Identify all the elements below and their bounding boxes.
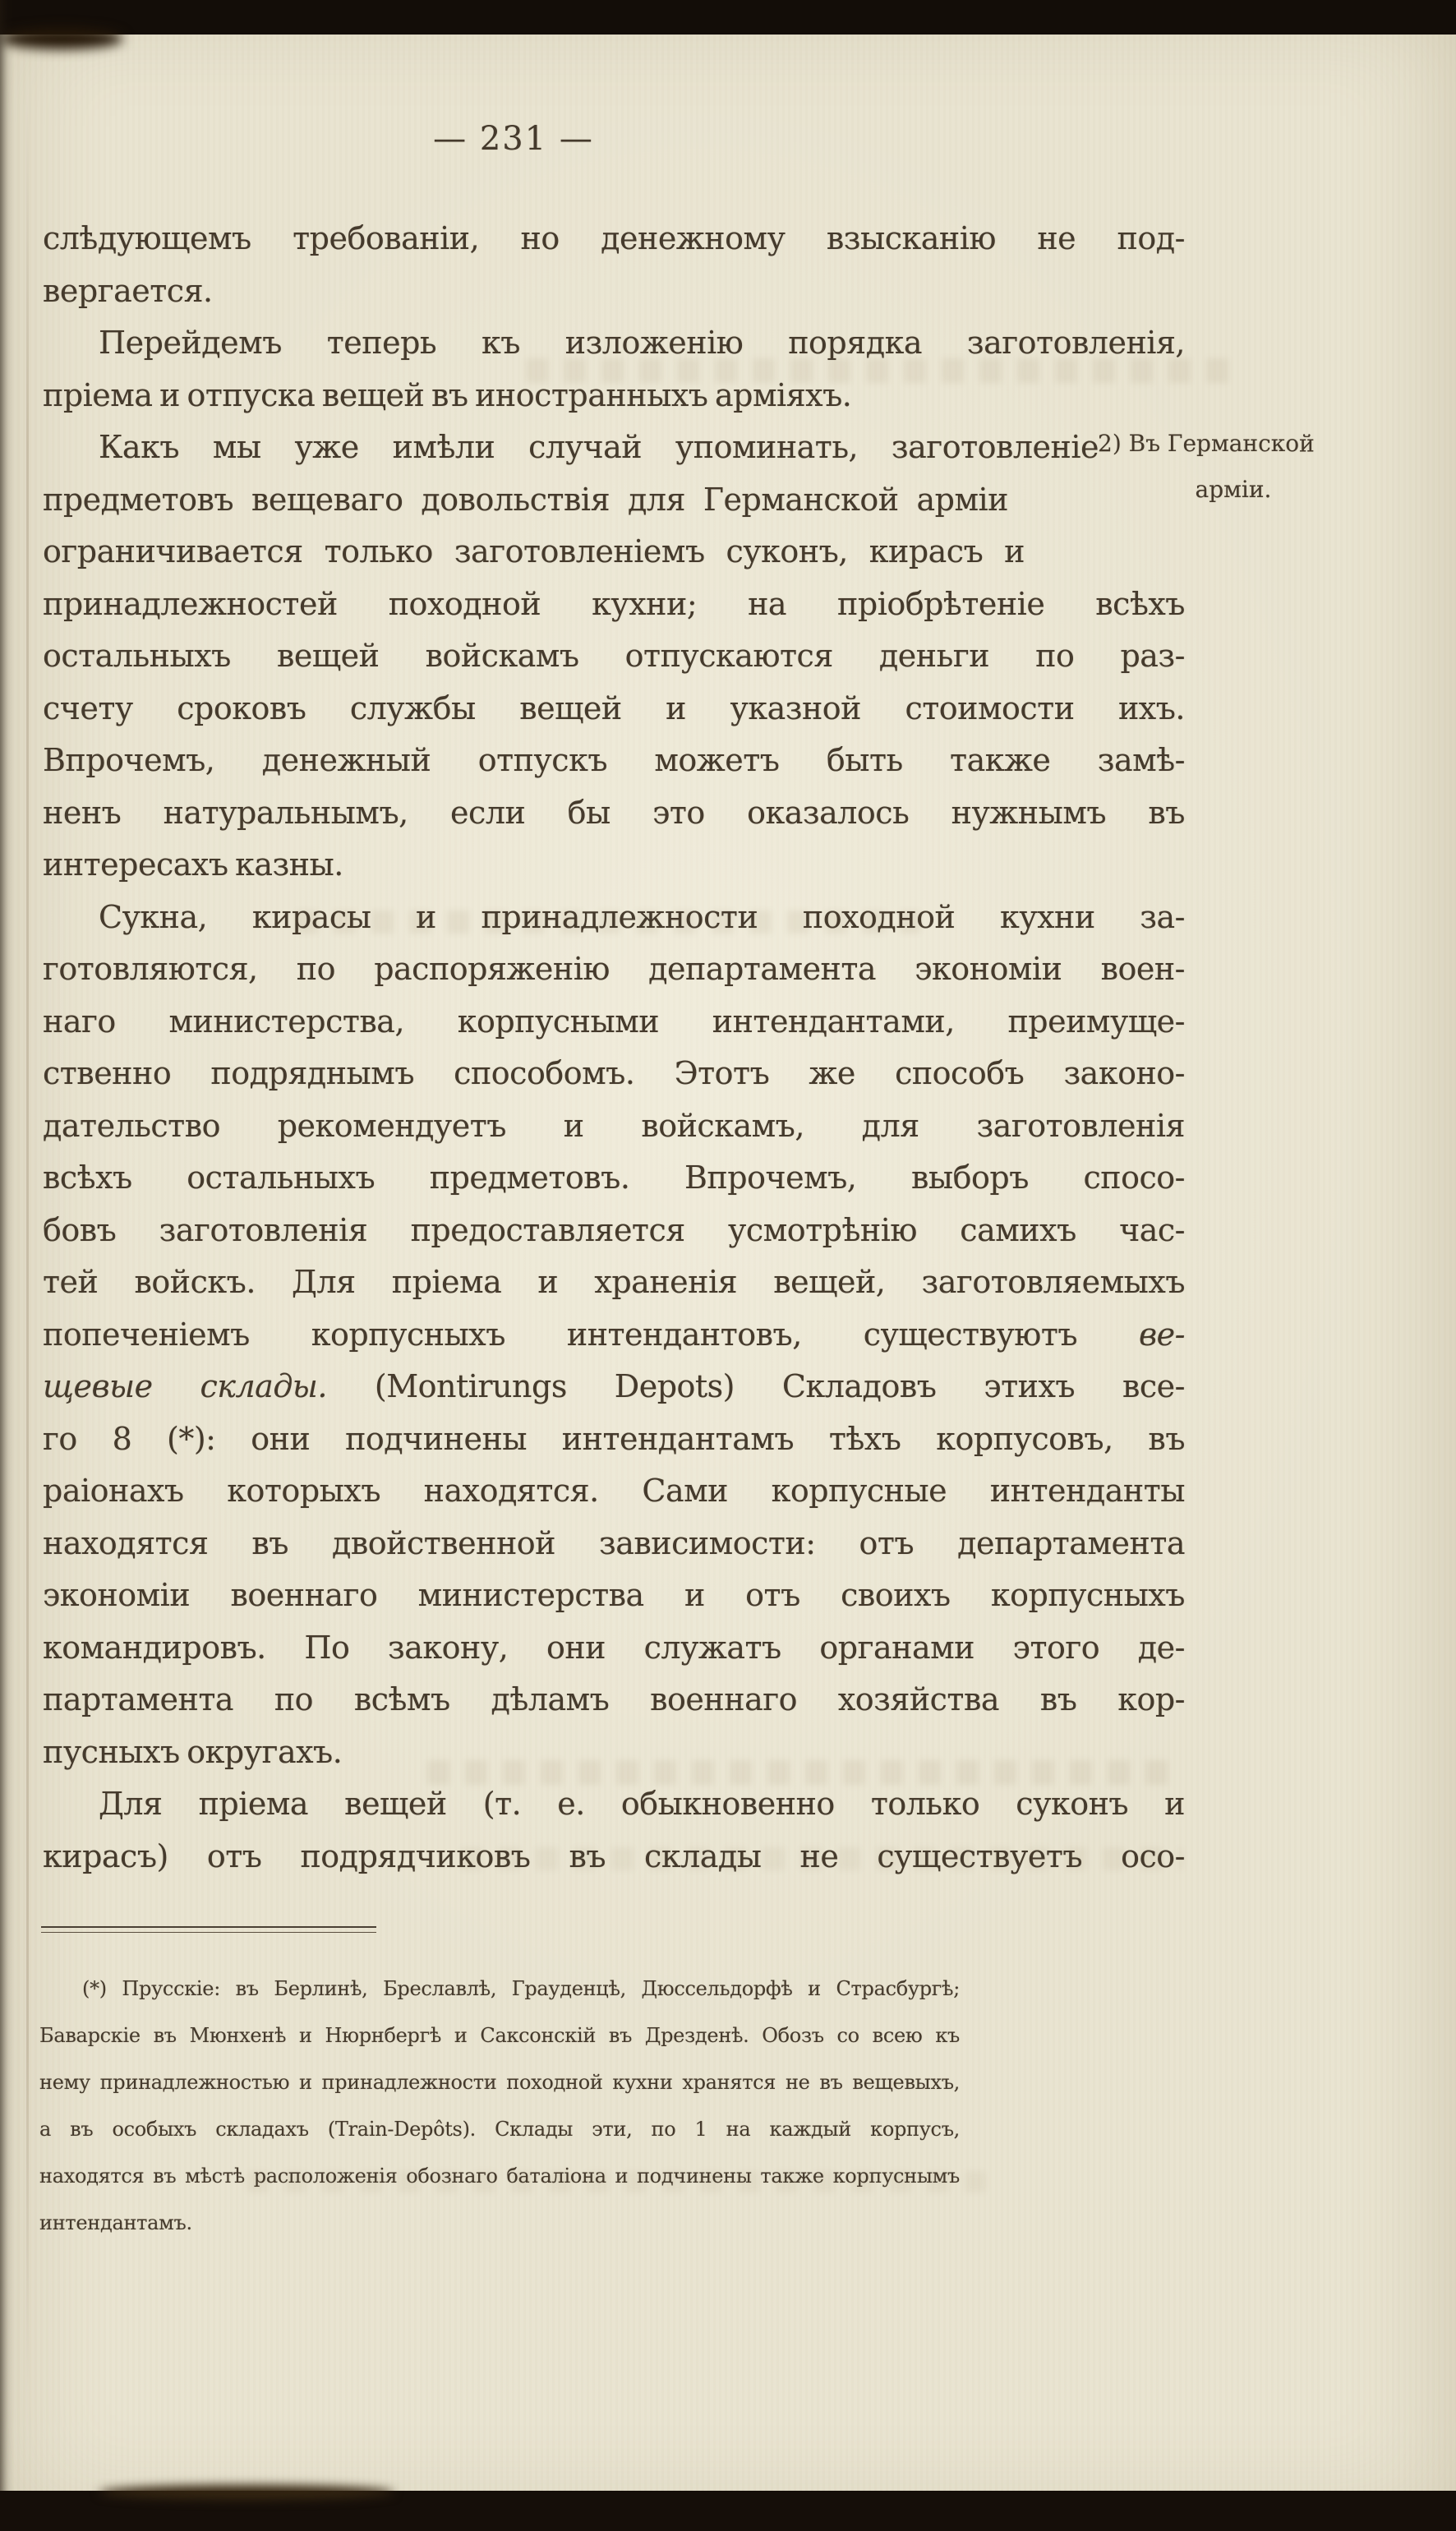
text-line [43,1831,1185,1883]
text-line [43,265,1185,318]
text-segment: партамента по всѣмъ дѣламъ военнаго хозяйства въ кор- [43,1681,1185,1717]
italic-text-segment: ве- [1139,1316,1185,1353]
text-line [43,474,1185,527]
text-line [43,1570,1185,1622]
text-segment: Впрочемъ, денежный отпускъ можетъ быть также замѣ- [43,742,1185,778]
footnote-text [39,1966,960,2247]
text-segment: Для пріема вещей (т. е. обыкновенно только суконъ и [99,1786,1185,1822]
margin-note-line: 2) Въ Германской [1098,430,1315,457]
text-segment: находятся въ двойственной зависимости: отъ департамента [43,1524,1185,1561]
text-line [43,1100,1185,1153]
text-line [43,317,1185,370]
text-line [39,2153,960,2200]
scan-artifact-bottom-left [99,2485,394,2500]
text-line [43,683,1185,735]
text-line [43,996,1185,1049]
text-line [43,1727,1185,1779]
text-line [43,630,1185,683]
footnote-separator [41,1926,376,1933]
text-line [43,1256,1185,1309]
text-segment: экономіи военнаго министерства и отъ своихъ корпусныхъ [43,1577,1185,1613]
text-segment: Какъ мы уже имѣли случай упоминать, заготовленіе [99,429,1099,465]
text-line [43,1309,1185,1362]
text-segment: Перейдемъ теперь къ изложенію порядка заготовленія, [99,325,1185,361]
text-segment: слѣдующемъ требованіи, но денежному взысканію не под- [43,220,1185,256]
text-segment: раіонахъ которыхъ находятся. Сами корпусные интенданты [43,1473,1185,1509]
text-segment: ограничивается только заготовленіемъ суконъ, кирасъ и [43,533,1025,569]
text-line [43,735,1185,787]
text-segment: интересахъ казны. [43,846,343,883]
page-number: — 231 — [433,120,594,158]
text-segment: ственно подряднымъ способомъ. Этотъ же способъ законо- [43,1055,1185,1091]
text-line [43,1413,1185,1466]
text-segment: предметовъ вещеваго довольствія для Германской арміи [43,481,1008,518]
text-line [39,2200,960,2247]
body-text [43,213,1185,1883]
text-segment: Сукна, кирасы и принадлежности походной кухни за- [99,898,1185,935]
text-line [43,1674,1185,1727]
text-line [43,892,1185,944]
text-line [43,1465,1185,1518]
text-segment: кирасъ) отъ подрядчиковъ въ склады не существуетъ осо- [43,1837,1185,1874]
text-line [43,213,1185,265]
text-segment: вергается. [43,272,213,309]
text-segment: наго министерства, корпусными интендантами, преимуще- [43,1003,1185,1040]
scan-artifact-top-left [0,28,123,49]
text-line [43,839,1185,892]
text-segment: остальныхъ вещей войскамъ отпускаются деньги по раз- [43,638,1185,674]
text-segment: попеченіемъ корпусныхъ интендантовъ, существуютъ [43,1316,1140,1353]
text-segment: го 8 (*): они подчинены интендантамъ тѣхъ корпусовъ, въ [43,1420,1185,1457]
text-line [43,1778,1185,1831]
text-line [39,2106,960,2153]
page-edge-line [26,99,29,2400]
text-line [39,2012,960,2059]
text-segment: находятся въ мѣстѣ расположенія обознаго баталіона и подчинены также корпуснымъ [39,2164,960,2188]
text-segment: всѣхъ остальныхъ предметовъ. Впрочемъ, выборъ спосо- [43,1159,1185,1196]
scan-edge-left [0,0,13,2531]
text-line [43,1622,1185,1675]
text-segment: тей войскъ. Для пріема и храненія вещей, заготовляемыхъ [43,1264,1185,1300]
text-line [43,526,1185,579]
italic-text-segment: щевые склады. [43,1368,327,1404]
text-segment: пріема и отпуска вещей въ иностранныхъ арміяхъ. [43,376,852,413]
text-segment: принадлежностей походной кухни; на пріобрѣтеніе всѣхъ [43,585,1185,622]
text-segment: готовляются, по распоряженію департамента экономіи воен- [43,951,1185,987]
text-segment: (*) Прусскіе: въ Берлинѣ, Бреславлѣ, Грауденцѣ, Дюссельдорфѣ и Страсбургѣ; [82,1977,960,2000]
text-line [39,2059,960,2106]
text-segment: нему принадлежностью и принадлежности походной кухни хранятся не въ вещевыхъ, [39,2071,960,2094]
text-segment: дательство рекомендуетъ и войскамъ, для заготовленія [43,1107,1185,1144]
text-line [43,1048,1185,1100]
text-line [43,1361,1185,1413]
text-line [43,1152,1185,1205]
text-line [43,943,1185,996]
text-line [39,1966,960,2012]
text-segment: командировъ. По закону, они служатъ органами этого де- [43,1629,1185,1666]
margin-note-line: арміи. [1195,476,1272,503]
text-line [43,787,1185,840]
scan-edge-top [0,0,1456,35]
text-segment: пусныхъ округахъ. [43,1733,343,1770]
text-segment: ненъ натуральнымъ, если бы это оказалось нужнымъ въ [43,794,1185,831]
text-segment: (Montirungs Depots) Складовъ этихъ все- [326,1368,1185,1404]
text-line [43,1205,1185,1257]
text-segment: а въ особыхъ складахъ (Train-Depôts). Склады эти, по 1 на каждый корпусъ, [39,2118,960,2141]
text-segment: Баварскіе въ Мюнхенѣ и Нюрнбергѣ и Саксонскій въ Дрезденѣ. Обозъ со всею къ [39,2024,960,2047]
text-line [43,1518,1185,1570]
text-segment: бовъ заготовленія предоставляется усмотрѣнію самихъ час- [43,1211,1185,1248]
text-line [43,579,1185,631]
text-segment: счету сроковъ службы вещей и указной стоимости ихъ. [43,689,1185,726]
text-line [43,422,1185,474]
text-line [43,370,1185,422]
text-segment: интендантамъ. [39,2211,192,2234]
